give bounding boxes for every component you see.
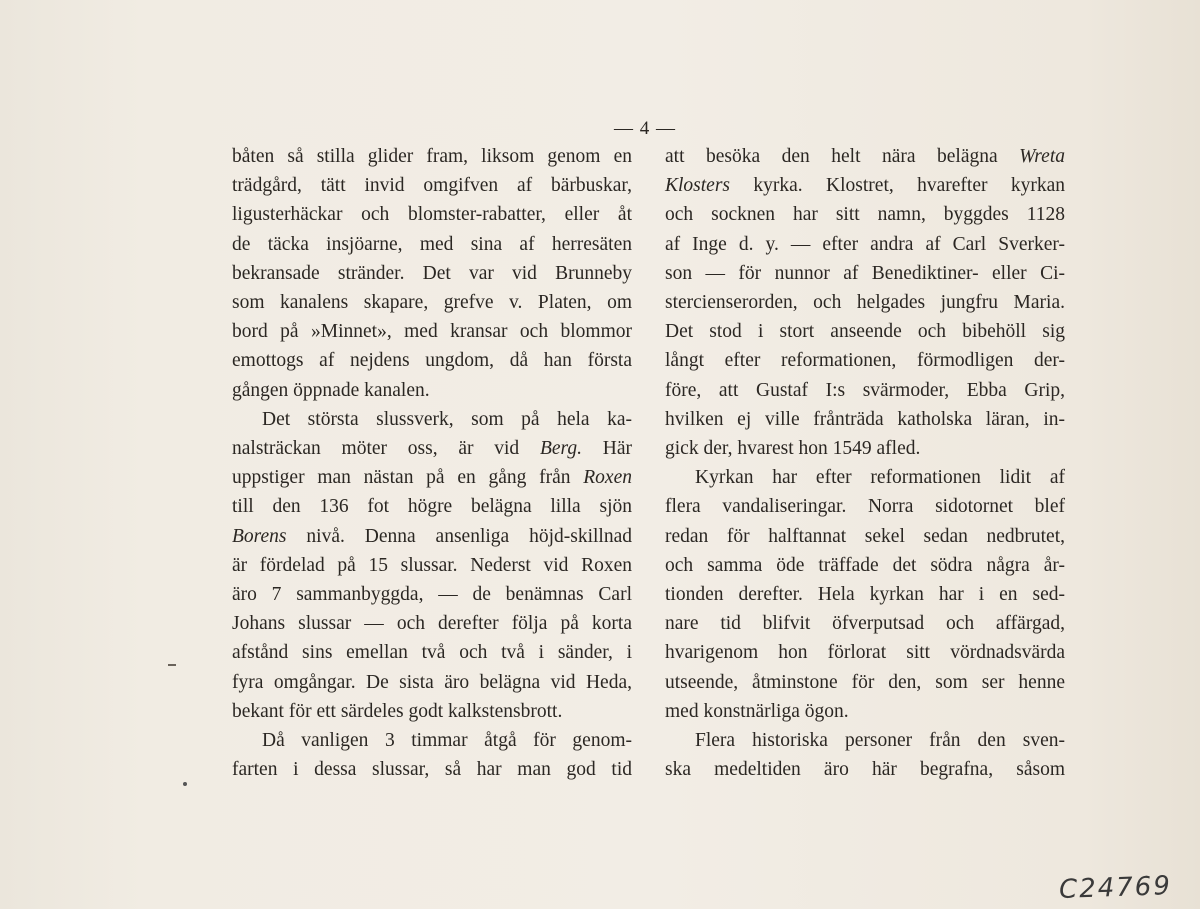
line-text: son — för nunnor af Benediktiner- eller Ci- [665,262,1065,284]
line-text: ligusterhäckar och blomster-rabatter, eller åt [232,204,632,226]
italic-place-name: Wreta [1019,146,1065,167]
text-line [665,668,1065,697]
text-line [665,288,1065,317]
text-line [665,726,1065,755]
margin-mark [168,664,176,666]
line-text: tionden derefter. Hela kyrkan har i en sed- [665,584,1065,606]
line-text: Kyrkan har efter reformationen lidit af [695,467,1065,489]
line-text: Flera historiska personer från den sven- [695,730,1065,752]
line-text: bekransade stränder. Det var vid Brunneby [232,262,632,284]
text-line [665,230,1065,259]
left-text-column [232,142,632,784]
text-line [232,551,632,580]
text-line [232,346,632,375]
text-line [232,755,632,784]
line-text-after: kyrka. Klostret, hvarefter kyrkan [730,175,1065,197]
line-text: Det största slussverk, som på hela ka- [262,408,632,430]
line-text-after: Här [582,438,633,460]
text-line [232,259,632,288]
line-text: med konstnärliga ögon. [665,700,849,722]
text-line [232,726,632,755]
italic-place-name: Klosters [665,175,731,197]
text-line [232,142,632,171]
text-line [665,551,1065,580]
line-text: hvilken ej ville frånträda katholska läran, in- [665,408,1065,430]
line-text: som kanalens skapare, grefve v. Platen, om [232,292,632,314]
line-text: båten så stilla glider fram, liksom genom en [232,146,632,167]
line-text: fyra omgångar. De sista äro belägna vid Heda, [232,671,632,693]
text-line [232,697,632,726]
italic-place-name: Roxen [583,467,632,489]
line-text: utseende, åtminstone för den, som ser henne [665,671,1065,693]
line-text: farten i dessa slussar, så har man god tid [232,759,632,781]
text-line [232,434,632,463]
line-text: ska medeltiden äro här begrafna, såsom [665,759,1065,781]
line-text: nare tid blifvit öfverputsad och affärgad, [665,613,1065,635]
line-text: gick der, hvarest hon 1549 afled. [665,438,921,460]
text-line [232,200,632,229]
text-line [665,171,1065,200]
text-line [665,463,1065,492]
text-line [232,668,632,697]
italic-place-name: Berg. [539,438,583,460]
text-line [665,200,1065,229]
line-text: och samma öde träffade det södra några år- [665,554,1065,576]
text-line [232,580,632,609]
right-text-column [665,142,1065,784]
line-text: afstånd sins emellan två och två i sänder, i [232,642,632,664]
line-text: af Inge d. y. — efter andra af Carl Sverker- [665,233,1065,255]
text-line [232,463,632,492]
text-line [232,638,632,667]
line-text: de täcka insjöarne, med sina af herresäten [232,233,632,255]
text-line [665,259,1065,288]
line-text: hvarigenom hon förlorat sitt vördnadsvärda [665,642,1065,664]
text-line [232,376,632,405]
text-line [665,492,1065,521]
line-text: redan för halftannat sekel sedan nedbrutet, [665,525,1065,547]
text-line [232,405,632,434]
text-line [232,522,632,551]
text-line [232,609,632,638]
text-line [232,230,632,259]
text-line [665,142,1065,171]
line-text: och socknen har sitt namn, byggdes 1128 [665,204,1065,226]
italic-place-name: Borens [232,525,287,547]
line-text: stercienserorden, och helgades jungfru Maria. [665,292,1065,314]
line-text: trädgård, tätt invid omgifven af bärbuskar, [232,175,632,197]
line-text: flera vandaliseringar. Norra sidotornet blef [665,496,1065,518]
text-line [665,376,1065,405]
line-text: bekant för ett särdeles godt kalkstensbrott. [232,700,563,722]
line-text: till den 136 fot högre belägna lilla sjön [232,496,632,518]
text-line [665,697,1065,726]
line-text: gången öppnade kanalen. [232,379,430,401]
text-line [665,755,1065,784]
line-text: Det stod i stort anseende och bibehöll sig [665,321,1065,343]
line-text-after: nivå. Denna ansenliga höjd-skillnad [286,525,632,547]
text-line [665,609,1065,638]
line-text: långt efter reformationen, förmodligen der- [665,350,1065,372]
line-text: Då vanligen 3 timmar åtgå för genom- [262,730,632,752]
text-line [232,288,632,317]
text-line [232,317,632,346]
line-text: är fördelad på 15 slussar. Nederst vid Roxen [232,554,632,576]
line-text: att besöka den helt nära belägna [665,146,1020,167]
text-line [232,171,632,200]
line-text: nalsträckan möter oss, är vid [232,438,540,460]
text-line [232,492,632,521]
line-text: Johans slussar — och derefter följa på korta [232,613,632,635]
text-line [665,638,1065,667]
margin-dot [183,782,187,786]
page-number: — 4 — [614,118,676,139]
line-text: bord på »Minnet», med kransar och blommor [232,321,632,343]
line-text: före, att Gustaf I:s svärmoder, Ebba Grip, [665,379,1065,401]
line-text: äro 7 sammanbyggda, — de benämnas Carl [232,584,632,606]
text-line [665,580,1065,609]
text-line [665,434,1065,463]
line-text: emottogs af nejdens ungdom, då han första [232,350,632,372]
handwritten-catalog-number: C24769 [1058,871,1173,905]
text-line [665,346,1065,375]
text-line [665,317,1065,346]
line-text: uppstiger man nästan på en gång från [232,467,584,489]
text-line [665,522,1065,551]
text-line [665,405,1065,434]
